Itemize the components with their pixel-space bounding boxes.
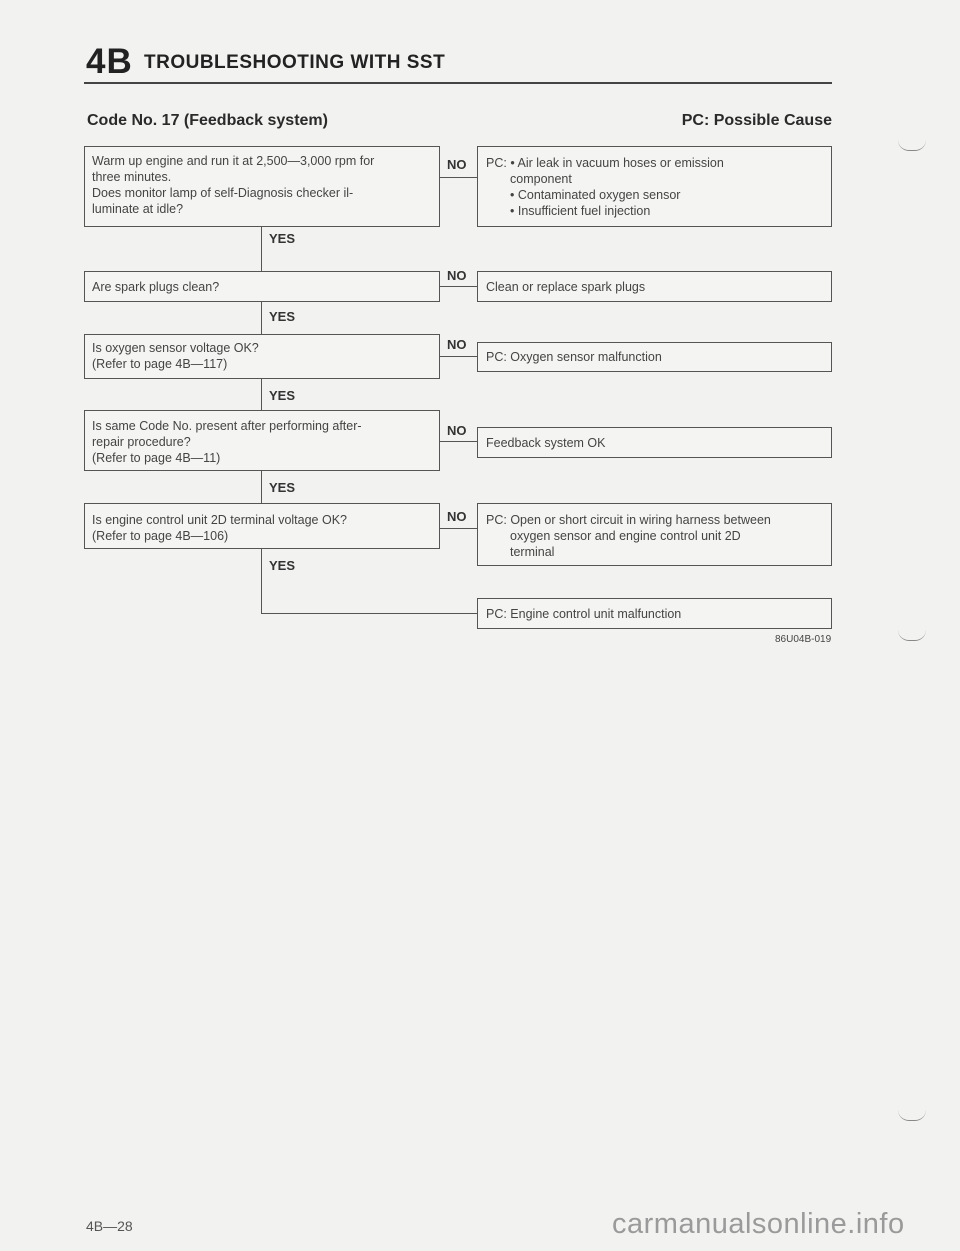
no-connector-2 [440, 286, 477, 287]
question-box-1 [84, 146, 440, 227]
yes-label-4: YES [269, 480, 296, 495]
question-box-2 [84, 271, 440, 302]
result-box-4 [477, 427, 832, 458]
question-text-1: Warm up engine and run it at 2,500—3,000 rpm for three minutes. Does monitor lamp of self-Diagnosis checker il- luminate at idle? [92, 154, 375, 216]
question-text-4: Is same Code No. present after performing after- repair procedure? (Refer to page 4B—11) [92, 419, 362, 465]
page-number: 4B—28 [86, 1218, 133, 1234]
result-line-5b: oxygen sensor and engine control unit 2D [510, 529, 741, 543]
result-line-1b: component [510, 172, 572, 186]
no-label-1: NO [447, 157, 467, 172]
result-line-5a: Open or short circuit in wiring harness between [510, 513, 771, 527]
margin-mark-1 [898, 140, 926, 151]
no-label-2: NO [447, 268, 467, 283]
pc-legend: PC: Possible Cause [681, 112, 832, 129]
question-box-3 [84, 334, 440, 379]
yes-connector-4 [261, 471, 262, 503]
question-text-2: Are spark plugs clean? [92, 280, 220, 294]
result-box-1 [477, 146, 832, 227]
final-connector [261, 613, 477, 614]
page-title: TROUBLESHOOTING WITH SST [144, 52, 446, 73]
no-connector-3 [440, 356, 477, 357]
question-text-5: Is engine control unit 2D terminal voltage OK? (Refer to page 4B—106) [92, 513, 347, 543]
figure-code: 86U04B-019 [775, 634, 832, 645]
no-label-3: NO [447, 337, 467, 352]
watermark: carmanualsonline.info [612, 1208, 905, 1240]
result-text-4: Feedback system OK [486, 436, 606, 450]
yes-connector-3 [261, 379, 262, 410]
yes-label-2: YES [269, 309, 296, 324]
margin-mark-3 [898, 1110, 926, 1121]
result-text-1 [486, 155, 724, 219]
yes-label-5: YES [269, 558, 296, 573]
no-connector-5 [440, 528, 477, 529]
result-box-3 [477, 342, 832, 372]
result-line-1c: • Contaminated oxygen sensor [510, 188, 681, 202]
result-text-2: Clean or replace spark plugs [486, 280, 646, 294]
question-box-4 [84, 410, 440, 471]
yes-connector-1 [261, 227, 262, 271]
result-line-1d: • Insufficient fuel injection [510, 204, 651, 218]
question-box-5 [84, 503, 440, 549]
result-text-5 [486, 512, 771, 560]
final-result-text: PC: Engine control unit malfunction [486, 607, 682, 621]
code-title: Code No. 17 (Feedback system) [87, 112, 328, 129]
section-number: 4B [86, 42, 133, 81]
yes-label-1: YES [269, 231, 296, 246]
result-prefix-1: PC: [486, 156, 507, 170]
yes-connector-2 [261, 302, 262, 334]
no-label-4: NO [447, 423, 467, 438]
header-divider [84, 82, 832, 84]
final-result-box [477, 598, 832, 629]
result-prefix-5: PC: [486, 513, 507, 527]
yes-connector-5 [261, 549, 262, 613]
yes-label-3: YES [269, 388, 296, 403]
result-line-1a: • Air leak in vacuum hoses or emission [510, 156, 724, 170]
result-box-2 [477, 271, 832, 302]
result-line-5c: terminal [510, 545, 555, 559]
margin-mark-2 [898, 630, 926, 641]
result-text-3: PC: Oxygen sensor malfunction [486, 350, 662, 364]
no-label-5: NO [447, 509, 467, 524]
no-connector-4 [440, 441, 477, 442]
question-text-3: Is oxygen sensor voltage OK? (Refer to page 4B—117) [92, 341, 259, 371]
no-connector-1 [440, 177, 477, 178]
result-box-5 [477, 503, 832, 566]
